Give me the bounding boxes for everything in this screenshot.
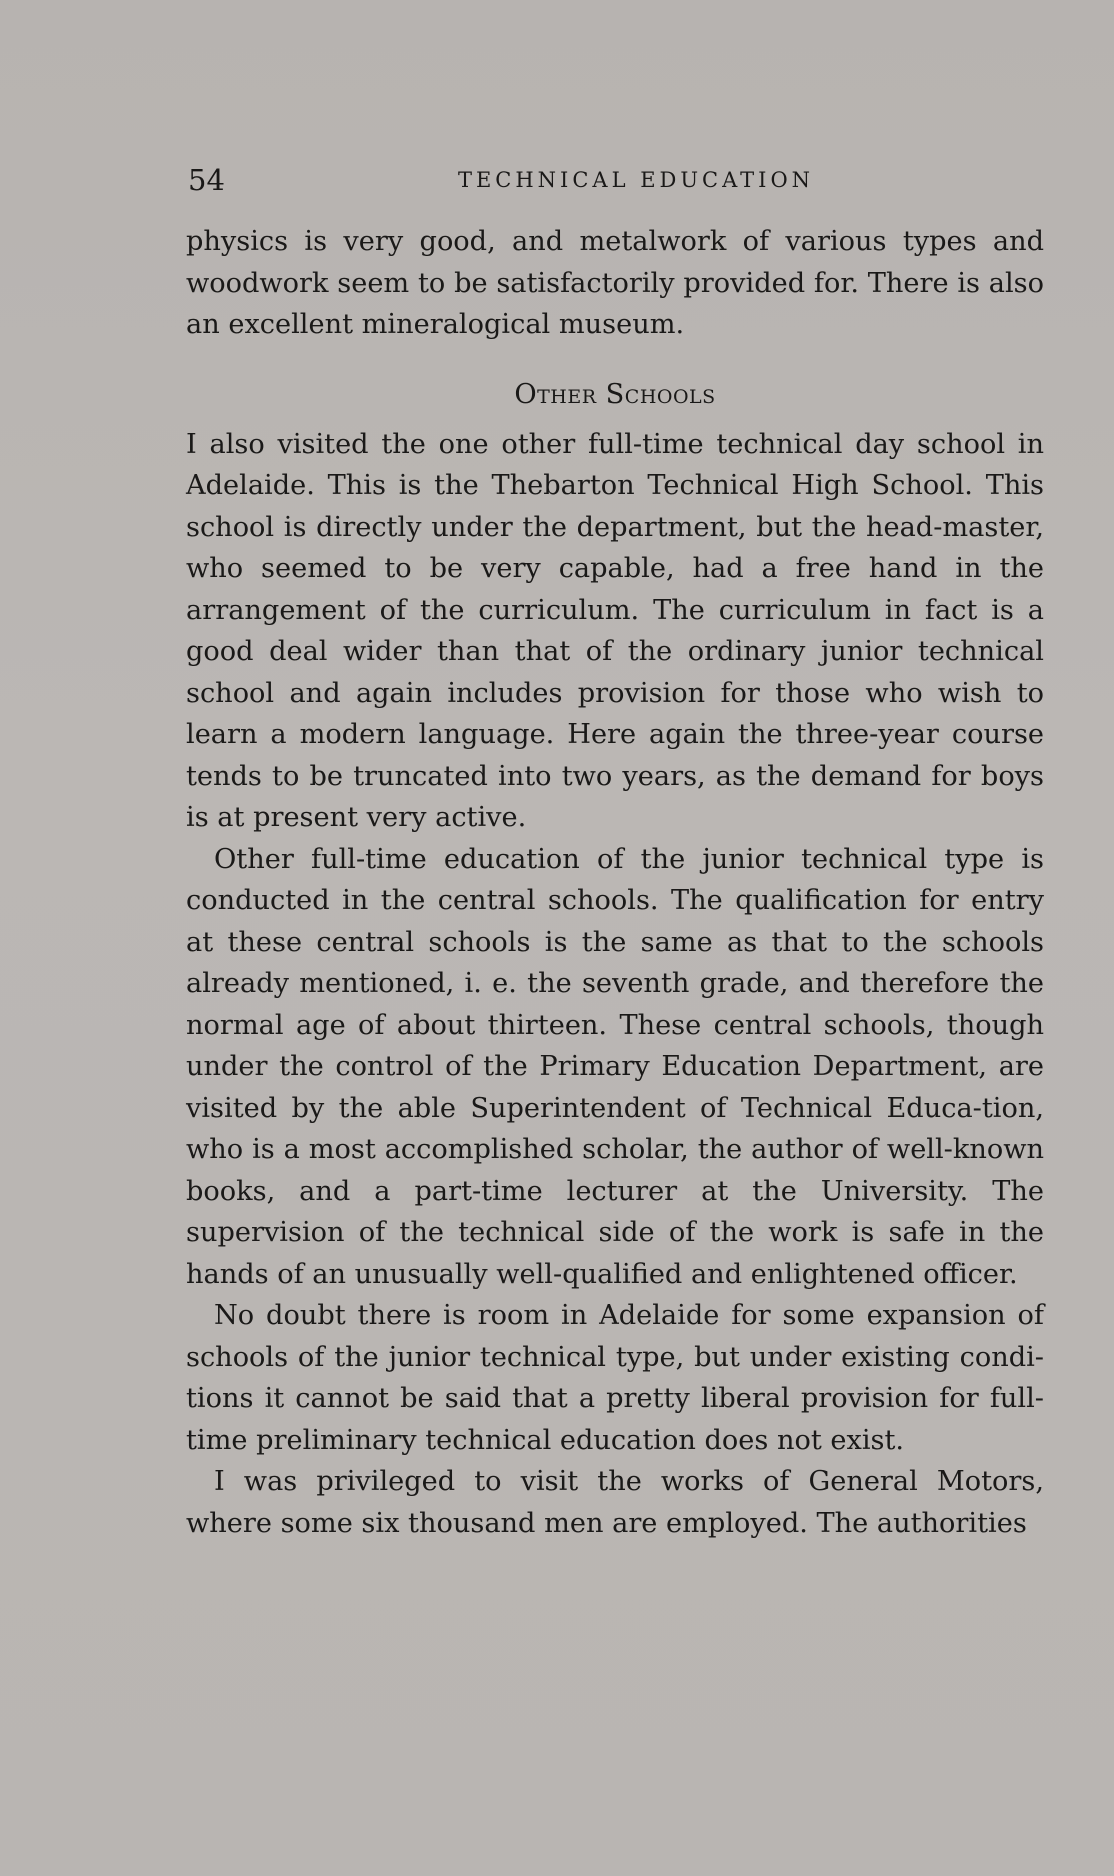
paragraph: Other full-time education of the junior technical type is conducted in the central schools. The qualification for entry at these central schools is the same as that to the schools already mentioned, i. e. the seventh grade, and therefore the normal age of about thirteen. These central schools, though under the control of the Primary Education Department, are visited by the able Superintendent of Technical Educa-tion, who is a most accomplished scholar, the author of well-known books, and a part-time lecturer at the University. The supervision of the technical side of the work is safe in the hands of an unusually well-qualified and enlightened officer. [186,843,1044,1290]
running-head: TECHNICAL EDUCATION [457,168,815,192]
paragraph-continued: physics is very good, and metalwork of various types and woodwork seem to be satisfactorily provided for. There is also an excellent mineralogical museum. [186,226,1044,340]
body-text [186,221,1044,1544]
page-number: 54 [188,163,225,197]
paragraph: I also visited the one other full-time technical day school in Adelaide. This is the Thebarton Technical High School. This school is directly under the department, but the head-master, who seemed to be very capable, had a free hand in the arrangement of the curriculum. The curriculum in fact is a good deal wider than that of the ordinary junior technical school and again includes provision for those who wish to learn a modern language. Here again the three-year course tends to be truncated into two years, as the demand for boys is at present very active. [186,428,1044,833]
section-heading: Other Schools [514,378,716,410]
paragraph: No doubt there is room in Adelaide for some expansion of schools of the junior technical type, but under existing condi-tions it cannot be said that a pretty liberal provision for full-time preliminary technical education does not exist. [186,1300,1044,1456]
paragraph: I was privileged to visit the works of General Motors, where some six thousand men are employed. The authorities [186,1466,1044,1539]
page-header [188,160,1044,200]
